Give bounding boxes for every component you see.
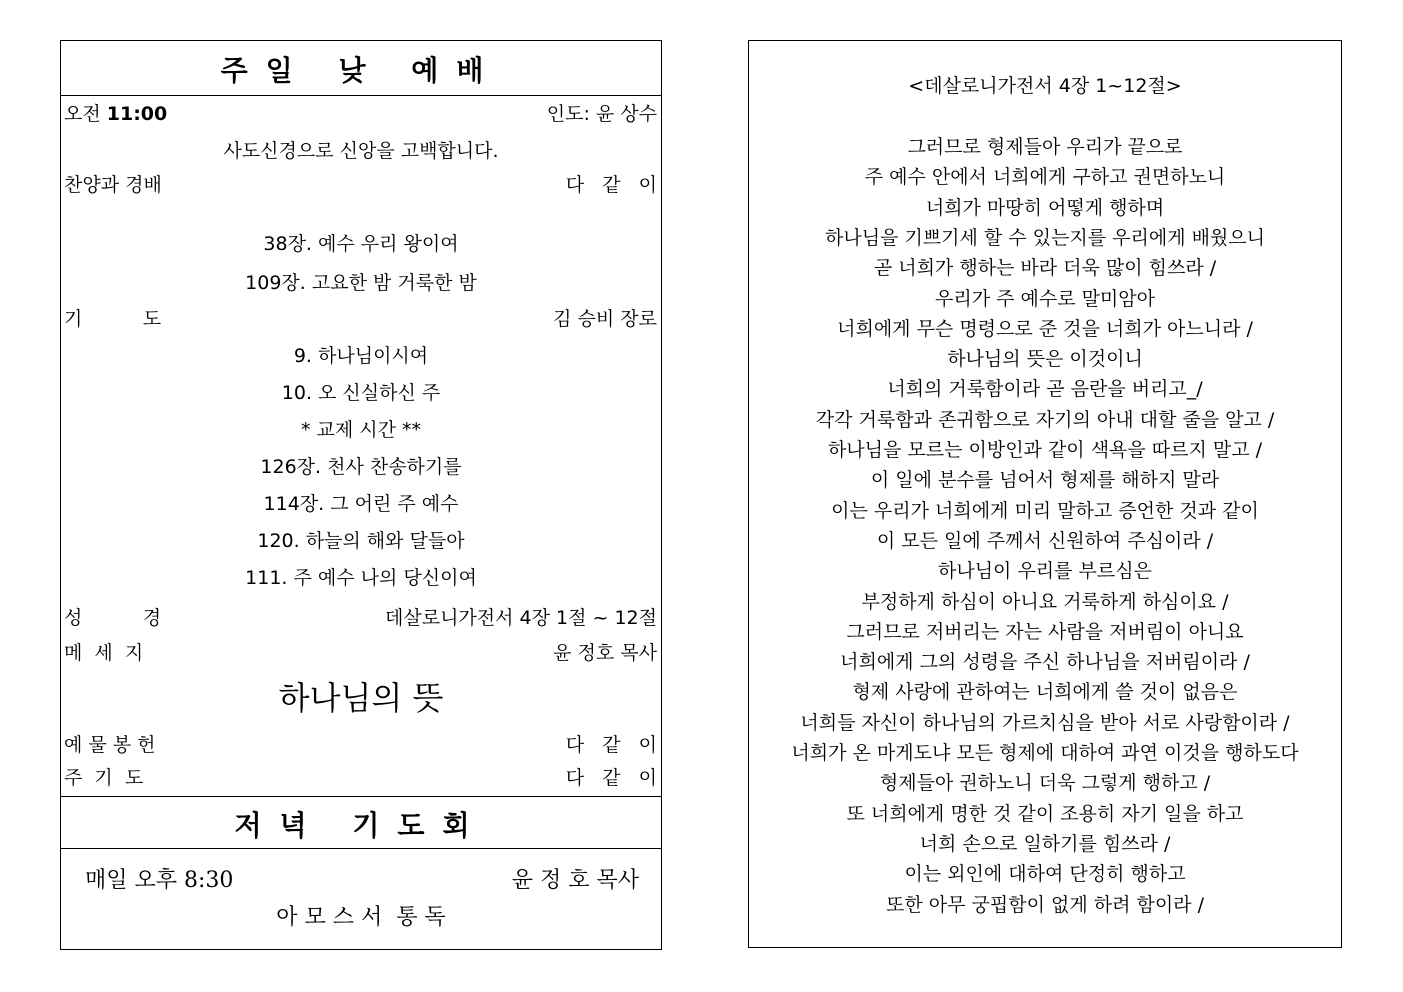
scripture-line: 형제 사랑에 관하여는 너희에게 쓸 것이 없음은 bbox=[852, 681, 1238, 704]
scripture-line: 이는 외인에 대하여 단정히 행하고 bbox=[904, 863, 1186, 886]
evening-title: 저녁 기도회 bbox=[234, 809, 488, 842]
scripture-line: 또 너희에게 명한 것 같이 조용히 자기 일을 하고 bbox=[846, 802, 1244, 825]
hymn-item: 109장. 고요한 밤 거룩한 밤 bbox=[245, 272, 477, 294]
song-item: 114장. 그 어린 주 예수 bbox=[263, 493, 459, 515]
scripture-row bbox=[61, 603, 661, 633]
offering-row bbox=[61, 730, 661, 760]
song-item: 10. 오 신실하신 주 bbox=[281, 382, 441, 404]
lords-prayer-label: 주 기 도 bbox=[64, 767, 144, 789]
scripture-line: 너희의 거룩함이라 곧 음란을 버리고_/ bbox=[887, 378, 1203, 401]
offering-who: 다 같 이 bbox=[565, 734, 657, 756]
scripture-line: 우리가 주 예수로 말미암아 bbox=[934, 287, 1155, 310]
evening-leader: 윤 정 호 목사 bbox=[511, 868, 639, 893]
divider bbox=[61, 95, 661, 96]
fellowship-note: * 교제 시간 ** bbox=[300, 419, 422, 441]
scripture-line: 하나님이 우리를 부르심은 bbox=[938, 560, 1152, 583]
prayer-who: 김 승비 장로 bbox=[553, 308, 657, 330]
song-item: 111. 주 예수 나의 당신이여 bbox=[245, 567, 477, 589]
scripture-line: 이는 우리가 너희에게 미리 말하고 증언한 것과 같이 bbox=[831, 499, 1259, 522]
scripture-line: 너희들 자신이 하나님의 가르치심을 받아 서로 사랑함이라 / bbox=[800, 711, 1290, 734]
song-item: 120. 하늘의 해와 달들아 bbox=[257, 530, 465, 552]
message-label: 메 세 지 bbox=[64, 642, 144, 664]
offering-label: 예 물 봉 헌 bbox=[64, 734, 156, 756]
scripture-line: 이 일에 분수를 넘어서 형제를 해하지 말라 bbox=[870, 469, 1220, 492]
scripture-line: 그러므로 형제들아 우리가 끝으로 bbox=[907, 136, 1183, 158]
message-row bbox=[61, 638, 661, 668]
divider bbox=[61, 796, 661, 797]
scripture-line: 그러므로 저버리는 자는 사람을 저버림이 아니요 bbox=[846, 620, 1244, 643]
evening-time: 매일 오후 8:30 bbox=[85, 868, 234, 893]
scripture-line: 또한 아무 궁핍함이 없게 하려 함이라 / bbox=[886, 893, 1204, 916]
scripture-line: 주 예수 안에서 너희에게 구하고 권면하노니 bbox=[864, 166, 1226, 189]
leader: 인도: 윤 상수 bbox=[546, 103, 657, 125]
scripture-line: 하나님의 뜻은 이것이니 bbox=[947, 348, 1143, 371]
hymn-item: 38장. 예수 우리 왕이여 bbox=[263, 233, 459, 255]
scripture-line: 너희에게 그의 성령을 주신 하나님을 저버림이라 / bbox=[840, 651, 1250, 674]
scripture-label: 성 경 bbox=[64, 607, 162, 629]
service-time-row bbox=[61, 99, 661, 129]
praise-who: 다 같 이 bbox=[565, 174, 657, 196]
lords-prayer-row bbox=[61, 763, 661, 793]
scripture-line: 형제들아 권하노니 더욱 그렇게 행하고 / bbox=[879, 772, 1211, 795]
praise-row bbox=[61, 170, 661, 200]
evening-row bbox=[61, 866, 661, 896]
scripture-line: 곧 너희가 행하는 바라 더욱 많이 힘쓰라 / bbox=[873, 257, 1217, 280]
sermon-title: 하나님의 뜻 bbox=[278, 679, 444, 717]
divider bbox=[61, 848, 661, 849]
scripture-heading: <데살로니가전서 4장 1~12절> bbox=[908, 75, 1182, 97]
message-who: 윤 정호 목사 bbox=[553, 642, 657, 664]
time-value: 11:00 bbox=[106, 103, 168, 125]
scripture-ref: 데살로니가전서 4장 1절 ~ 12절 bbox=[385, 607, 657, 629]
scripture-line: 이 모든 일에 주께서 신원하여 주심이라 / bbox=[876, 529, 1214, 552]
scripture-line: 하나님을 모르는 이방인과 같이 색욕을 따르지 말고 / bbox=[827, 439, 1263, 461]
scripture-line: 하나님을 기쁘기세 할 수 있는지를 우리에게 배웠으니 bbox=[824, 226, 1266, 249]
lords-prayer-who: 다 같 이 bbox=[565, 767, 657, 789]
scripture-line: 부정하게 하심이 아니요 거룩하게 하심이요 / bbox=[861, 590, 1229, 613]
praise-label: 찬양과 경배 bbox=[64, 174, 162, 196]
service-title: 주일 낮 예배 bbox=[220, 54, 502, 87]
evening-reading: 아 모 스 서 통 독 bbox=[276, 905, 446, 930]
prayer-row bbox=[61, 304, 661, 334]
scripture-line: 너희에게 무슨 명령으로 준 것을 너희가 아느니라 / bbox=[837, 317, 1253, 340]
scripture-line: 너희 손으로 일하기를 힘쓰라 / bbox=[919, 832, 1171, 855]
song-item: 126장. 천사 찬송하기를 bbox=[260, 456, 462, 478]
scripture-line: 너희가 마땅히 어떻게 행하며 bbox=[925, 196, 1165, 219]
song-item: 9. 하나님이시여 bbox=[293, 345, 429, 367]
scripture-text-panel bbox=[748, 40, 1342, 948]
scripture-line: 각각 거룩함과 존귀함으로 자기의 아내 대할 줄을 알고 / bbox=[815, 408, 1275, 431]
time-label: 오전 bbox=[64, 103, 101, 125]
worship-order-panel bbox=[60, 40, 662, 950]
scripture-line: 너희가 온 마게도냐 모든 형제에 대하여 과연 이것을 행하도다 bbox=[791, 742, 1299, 764]
prayer-label: 기 도 bbox=[64, 308, 162, 330]
creed-line: 사도신경으로 신앙을 고백합니다. bbox=[223, 140, 499, 162]
